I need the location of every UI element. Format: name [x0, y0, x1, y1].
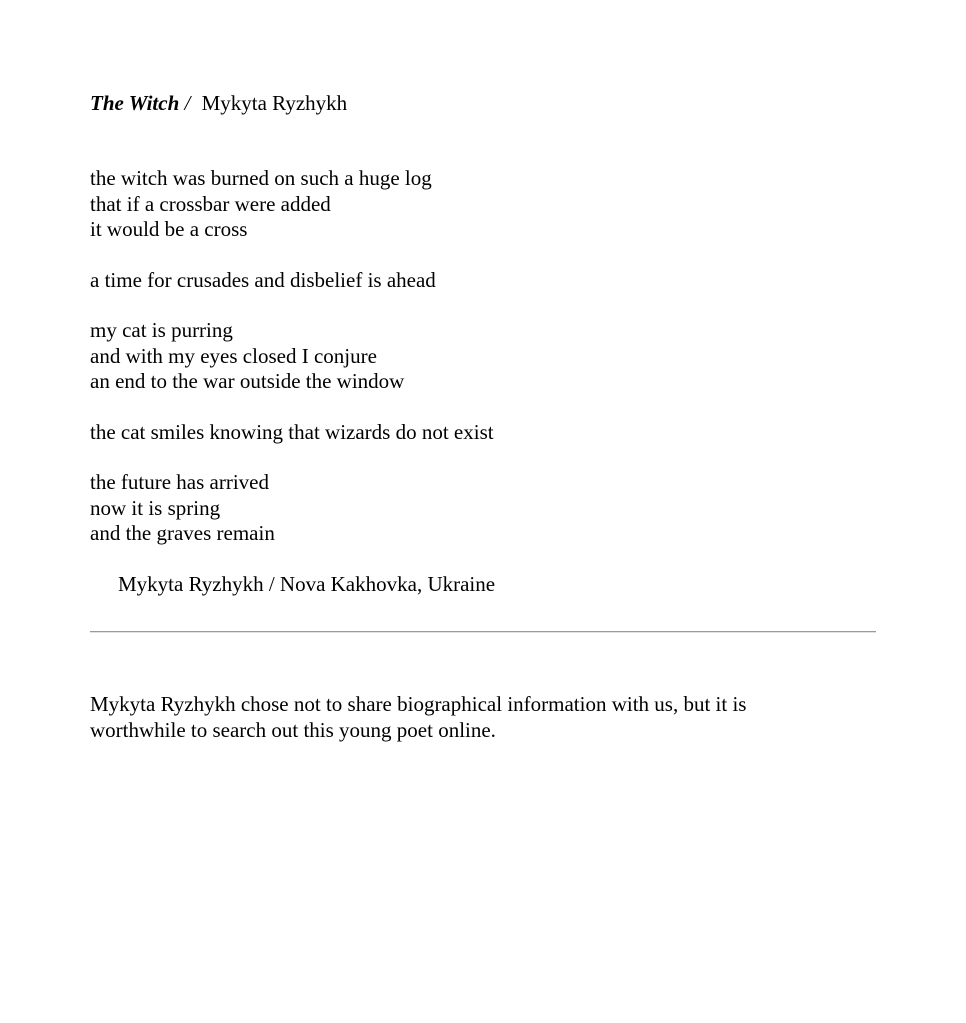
poem-line: it would be a cross	[90, 217, 248, 241]
author-bio: Mykyta Ryzhykh chose not to share biographical information with us, but it is worthwhile to search out this young poet online.	[90, 692, 747, 742]
stanza-2	[90, 268, 494, 294]
stanza-4	[90, 420, 494, 446]
poem-line: the witch was burned on such a huge log	[90, 166, 432, 190]
poem-line: that if a crossbar were added	[90, 191, 331, 216]
poem-heading	[90, 90, 347, 116]
poem-line: a time for crusades and disbelief is ahead	[90, 267, 436, 292]
horizontal-divider	[90, 631, 876, 633]
poem-line: the future has arrived	[90, 470, 270, 494]
poem-line: an end to the war outside the window	[90, 369, 405, 393]
stanza-3	[90, 318, 494, 395]
title-separator: /	[184, 91, 191, 115]
poem-author: Mykyta Ryzhykh	[201, 91, 348, 115]
stanza-1	[90, 166, 494, 243]
stanza-5	[90, 470, 494, 547]
poem-signature: Mykyta Ryzhykh / Nova Kakhovka, Ukraine	[118, 572, 496, 596]
poem-body	[90, 166, 494, 572]
poem-line: and the graves remain	[90, 521, 275, 545]
poem-line: my cat is purring	[90, 318, 233, 342]
poem-line: the cat smiles knowing that wizards do not exist	[90, 419, 494, 444]
poem-title: The Witch	[90, 91, 180, 115]
poem-line: now it is spring	[90, 495, 221, 520]
poem-line: and with my eyes closed I conjure	[90, 343, 377, 368]
